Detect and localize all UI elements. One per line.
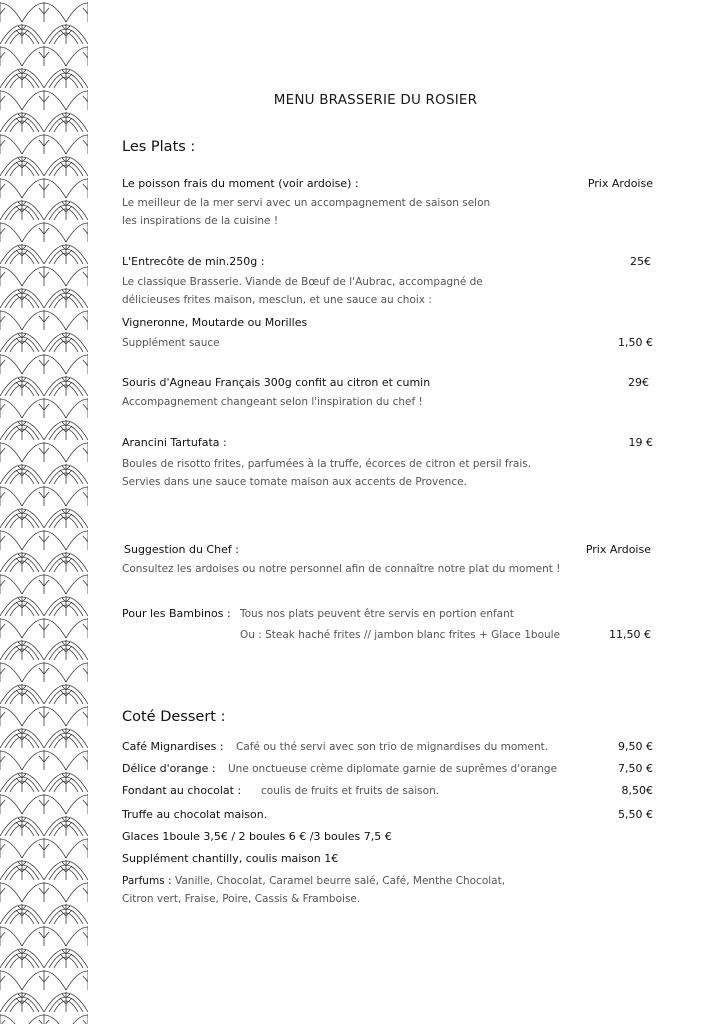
dessert-name-delice: Délice d'orange : (122, 762, 216, 775)
section-heading-plats: Les Plats : (122, 139, 196, 155)
dish-desc-arancini-2: Servies dans une sauce tomate maison aux accents de Provence. (122, 476, 467, 488)
dessert-desc-fondant: coulis de fruits et fruits de saison. (261, 785, 440, 797)
dish-desc-entrecote-1: Le classique Brasserie. Viande de Bœuf de l'Aubrac, accompagné de (122, 276, 483, 288)
suggestion-chef-price: Prix Ardoise (585, 543, 651, 556)
dish-desc-souris: Accompagnement changeant selon l'inspiration du chef ! (122, 396, 423, 408)
dish-name-souris: Souris d'Agneau Français 300g confit au citron et cumin (122, 376, 431, 389)
supplement-sauce: Supplément sauce (122, 337, 220, 349)
bambinos-price: 11,50 € (609, 628, 651, 641)
dessert-price-delice: 7,50 € (618, 762, 653, 775)
glaces-line: Glaces 1boule 3,5€ / 2 boules 6 € /3 boules 7,5 € (122, 830, 392, 843)
section-heading-dessert: Coté Dessert : (122, 709, 226, 725)
dish-price-poisson: Prix Ardoise (587, 177, 653, 190)
dessert-name-fondant: Fondant au chocolat : (122, 784, 242, 797)
dish-price-souris: 29€ (628, 376, 649, 389)
dish-name-entrecote: L'Entrecôte de min.250g : (122, 255, 265, 268)
menu-title: MENU BRASSERIE DU ROSIER (273, 92, 478, 108)
dessert-price-cafe: 9,50 € (618, 740, 653, 753)
dessert-price-fondant: 8,50€ (621, 784, 653, 797)
dish-name-arancini: Arancini Tartufata : (122, 436, 227, 449)
dish-desc-poisson-1: Le meilleur de la mer servi avec un accompagnement de saison selon (122, 197, 491, 209)
dessert-desc-cafe: Café ou thé servi avec son trio de mignardises du moment. (236, 741, 549, 753)
dessert-desc-delice: Une onctueuse crème diplomate garnie de suprêmes d'orange (228, 763, 558, 775)
bambinos-name: Pour les Bambinos : (122, 607, 231, 620)
dessert-name-cafe: Café Mignardises : (122, 740, 224, 753)
dessert-name-truffe: Truffe au chocolat maison. (122, 808, 268, 821)
parfums-list-1: Vanille, Chocolat, Caramel beurre salé, Café, Menthe Chocolat, (175, 875, 506, 887)
dish-price-entrecote: 25€ (630, 255, 651, 268)
bambinos-desc-1: Tous nos plats peuvent être servis en portion enfant (240, 608, 514, 620)
chantilly-line: Supplément chantilly, coulis maison 1€ (122, 852, 339, 865)
dish-name-poisson: Le poisson frais du moment (voir ardoise) : (122, 177, 359, 190)
parfums-list-2: Citron vert, Fraise, Poire, Cassis & Framboise. (122, 893, 361, 905)
dish-desc-entrecote-2: délicieuses frites maison, mesclun, et une sauce au choix : (122, 294, 432, 306)
supplement-sauce-price: 1,50 € (618, 336, 653, 349)
entrecote-sauces: Vigneronne, Moutarde ou Morilles (122, 316, 308, 329)
dessert-price-truffe: 5,50 € (618, 808, 653, 821)
dish-desc-arancini-1: Boules de risotto frites, parfumées à la truffe, écorces de citron et persil frais. (122, 458, 532, 470)
bambinos-desc-2: Ou : Steak haché frites // jambon blanc frites + Glace 1boule (240, 629, 561, 641)
parfums-label: Parfums : (122, 875, 172, 887)
art-deco-pattern-border (0, 0, 88, 1024)
suggestion-chef-name: Suggestion du Chef : (124, 543, 239, 556)
suggestion-chef-desc: Consultez les ardoises ou notre personnel afin de connaître notre plat du moment ! (122, 563, 561, 575)
dish-desc-poisson-2: les inspirations de la cuisine ! (122, 215, 279, 227)
dish-price-arancini: 19 € (628, 436, 653, 449)
